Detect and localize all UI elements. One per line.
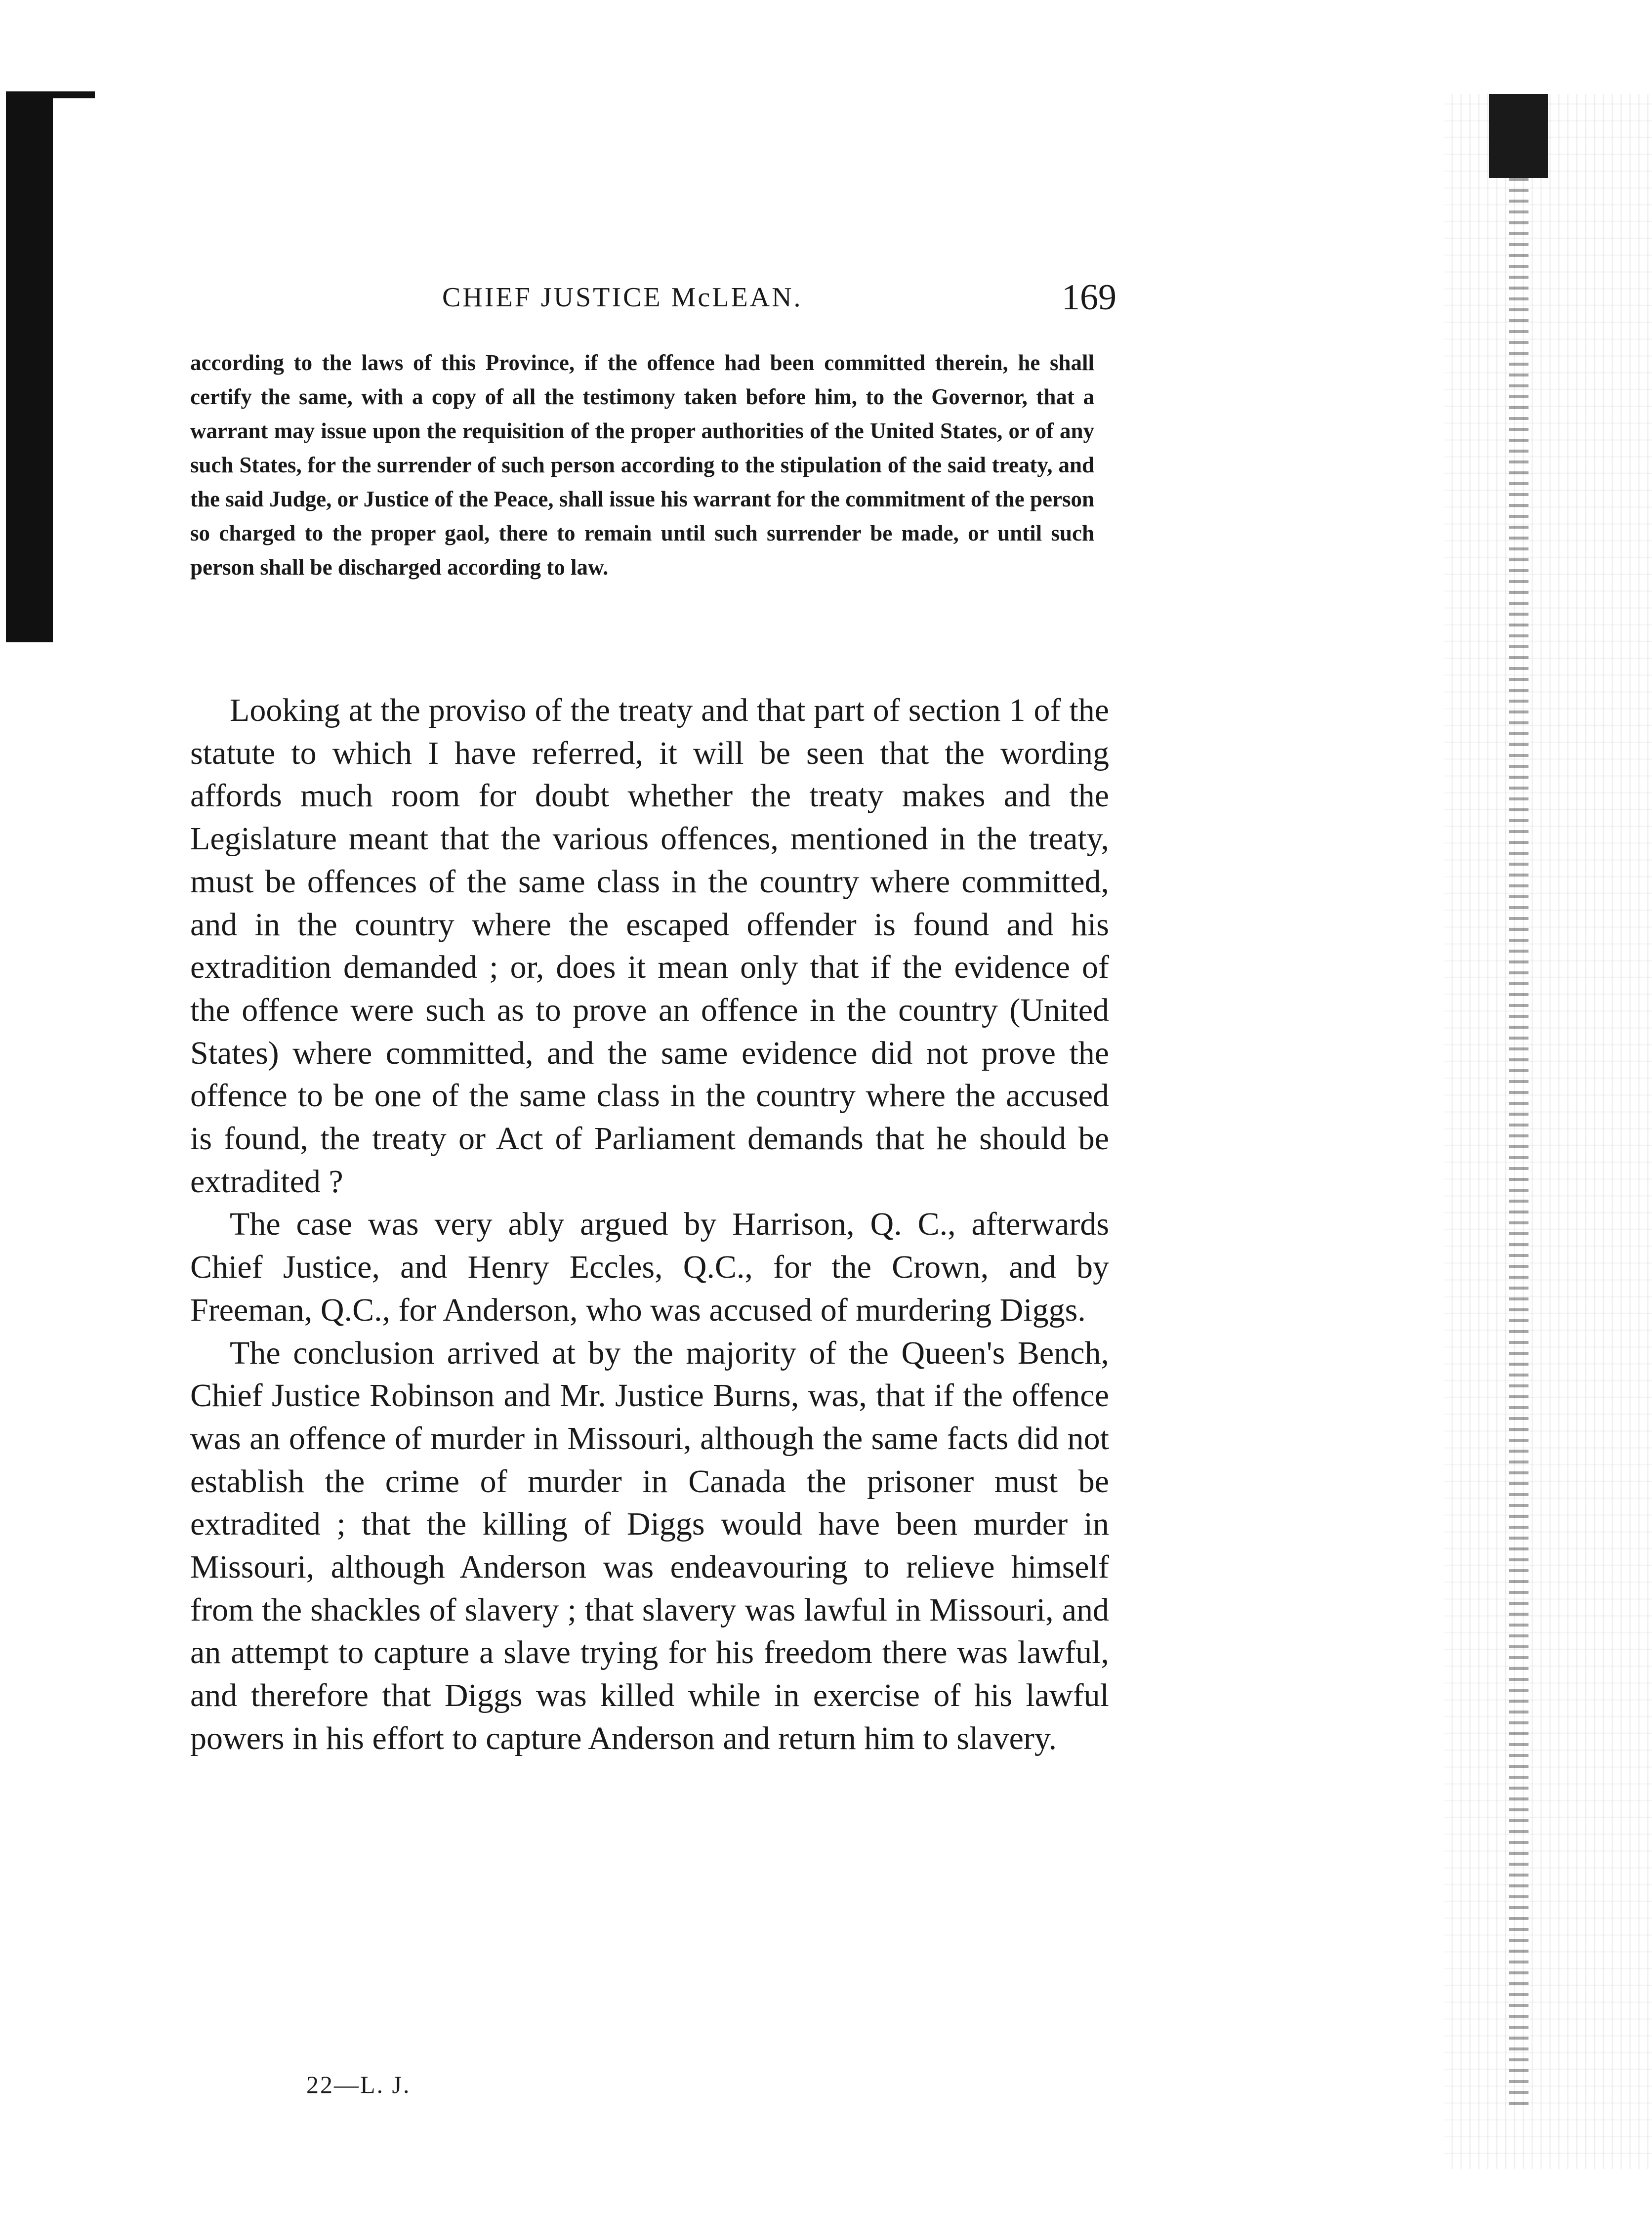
scan-edge-right-strip	[1509, 178, 1528, 2105]
signature-mark: 22—L. J.	[306, 2071, 411, 2098]
page-header	[188, 277, 1116, 326]
running-head: CHIEF JUSTICE McLEAN.	[442, 282, 803, 313]
paragraph: The case was very ably argued by Harrison, Q. C., afterwards Chief Justice, and Henry Eccles, Q.C., for the Crown, and by Freeman, Q.C., for Anderson, who was accused of murdering Diggs.	[190, 1206, 1109, 1328]
scan-edge-right-dark	[1489, 94, 1548, 178]
paragraph: The conclusion arrived at by the majority of the Queen's Bench, Chief Justice Robinson and Mr. Justice Burns, was, that if the offence was an offence of murder in Missouri, although the same facts did not establish the crime of murder in Canada the prisoner must be extradited ; that the killing of Diggs would have been murder in Missouri, although Anderson was endeavouring to relieve himself from the shackles of slavery ; that slavery was lawful in Missouri, and an attempt to capture a slave trying for his freedom there was lawful, and therefore that Diggs was killed while in exercise of his lawful powers in his effort to capture Anderson and return him to slavery.	[190, 1335, 1109, 1756]
scan-edge-left	[6, 94, 53, 642]
scan-edge-right	[1445, 94, 1652, 2169]
paragraph: Looking at the proviso of the treaty and that part of section 1 of the statute to which I have referred, it will be seen that the wording affords much room for doubt whether the treaty makes and the Legislature meant that the various offences, mentioned in the treaty, must be offences of the same class in the country where committed, and in the country where the escaped offender is found and his extradition demanded ; or, does it mean only that if the evidence of the offence were such as to prove an offence in the country (United States) where committed, and the same evidence did not prove the offence to be one of the same class in the country where the accused is found, the treaty or Act of Parliament demands that he should be extradited ?	[190, 692, 1109, 1200]
body-text	[190, 689, 1109, 1760]
page-number: 169	[1062, 277, 1116, 318]
statute-quote: according to the laws of this Province, if the offence had been committed therein, he shall certify the same, with a copy of all the testimony taken before him, to the Governor, that a warrant may issue upon the requisition of the proper authorities of the United States, or of any such States, for the surrender of such person according to the stipulation of the said treaty, and the said Judge, or Justice of the Peace, shall issue his warrant for the commitment of the person so charged to the proper gaol, there to remain until such surrender be made, or until such person shall be discharged according to law.	[190, 350, 1094, 580]
